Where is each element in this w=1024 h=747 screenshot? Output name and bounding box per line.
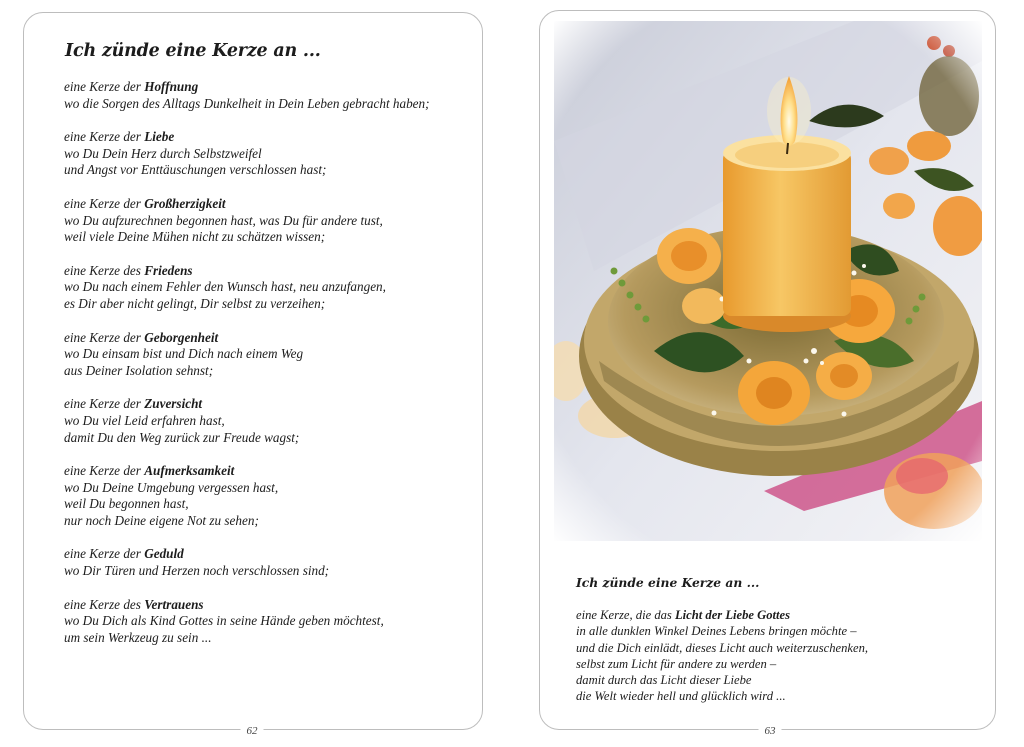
stanza-heading: eine Kerze der Geduld — [64, 546, 184, 562]
stanza-line: wo Du aufzurechnen begonnen hast, was Du für andere tust, — [64, 212, 383, 228]
stanza-line: damit Du den Weg zurück zur Freude wagst; — [64, 429, 300, 445]
stanza-heading: eine Kerze der Zuversicht — [64, 396, 203, 412]
keyword: Liebe — [144, 129, 175, 145]
stanza-heading: eine Kerze des Friedens — [64, 262, 193, 278]
page-number: 62 — [241, 725, 264, 737]
page-title: Ich zünde eine Kerze an ... — [65, 41, 321, 61]
left-page — [23, 12, 483, 737]
right-page — [539, 10, 996, 737]
stanza-line: nur noch Deine eigene Not zu sehen; — [64, 512, 259, 528]
stanza-line: weil Du begonnen hast, — [64, 496, 189, 512]
stanza — [64, 196, 474, 246]
keyword: Großherzigkeit — [144, 195, 226, 211]
keyword: Geduld — [144, 546, 184, 562]
stanza-line: wo Du Deine Umgebung vergessen hast, — [64, 479, 279, 495]
candle-photo — [554, 21, 982, 541]
stanza-heading: eine Kerze der Aufmerksamkeit — [64, 463, 235, 479]
stanza — [64, 597, 474, 647]
stanza-line: wo die Sorgen des Alltags Dunkelheit in Dein Leben gebracht haben; — [64, 95, 430, 111]
poem-body — [64, 79, 474, 663]
stanza-line: weil viele Deine Mühen nicht zu schätzen wissen; — [64, 229, 326, 245]
caption-line: in alle dunklen Winkel Deines Lebens bringen möchte – — [576, 624, 857, 639]
stanza — [64, 79, 474, 112]
keyword: Licht der Liebe Gottes — [674, 608, 791, 622]
stanza-line: aus Deiner Isolation sehnst; — [64, 362, 214, 378]
stanza-heading: eine Kerze der Liebe — [64, 129, 175, 145]
stanza-line: um sein Werkzeug zu sein ... — [64, 629, 212, 645]
caption-line: die Welt wieder hell und glücklich wird ... — [576, 689, 786, 704]
keyword: Geborgenheit — [144, 329, 219, 345]
stanza — [64, 263, 474, 313]
stanza-line: wo Du viel Leid erfahren hast, — [64, 412, 225, 428]
stanza — [64, 463, 474, 529]
caption-line: selbst zum Licht für andere zu werden – — [576, 656, 777, 671]
stanza-line: wo Du einsam bist und Dich nach einem Weg — [64, 346, 304, 362]
stanza-line: wo Du Dich als Kind Gottes in seine Hände geben möchtest, — [64, 613, 384, 629]
caption-poem — [576, 607, 976, 705]
stanza-line: es Dir aber nicht gelingt, Dir selbst zu verzeihen; — [64, 295, 326, 311]
keyword: Aufmerksamkeit — [144, 463, 235, 479]
stanza-line: wo Dir Türen und Herzen noch verschlossen sind; — [64, 563, 330, 579]
stanza-heading: eine Kerze der Großherzigkeit — [64, 195, 226, 211]
keyword: Vertrauens — [144, 596, 204, 612]
page-number: 63 — [759, 725, 782, 737]
stanza-line: und Angst vor Enttäuschungen verschlossen hast; — [64, 162, 327, 178]
caption-line: eine Kerze, die das Licht der Liebe Gottes — [576, 608, 791, 622]
stanza-heading: eine Kerze der Geborgenheit — [64, 329, 219, 345]
stanza-line: wo Du Dein Herz durch Selbstzweifel — [64, 145, 262, 161]
caption-line: damit durch das Licht dieser Liebe — [576, 673, 752, 688]
photo-caption-title: Ich zünde eine Kerze an ... — [576, 575, 760, 590]
stanza — [64, 129, 474, 179]
keyword: Friedens — [144, 262, 193, 278]
stanza-line: wo Du nach einem Fehler den Wunsch hast, neu anzufangen, — [64, 279, 386, 295]
stanza — [64, 330, 474, 380]
keyword: Hoffnung — [144, 79, 199, 94]
stanza — [64, 396, 474, 446]
stanza-heading: eine Kerze des Vertrauens — [64, 596, 204, 612]
candle-illustration — [554, 21, 982, 541]
stanza — [64, 546, 474, 579]
stanza-heading: eine Kerze der Hoffnung — [64, 79, 199, 94]
keyword: Zuversicht — [144, 396, 203, 412]
caption-line: und die Dich einlädt, dieses Licht auch weiterzuschenken, — [576, 640, 869, 655]
